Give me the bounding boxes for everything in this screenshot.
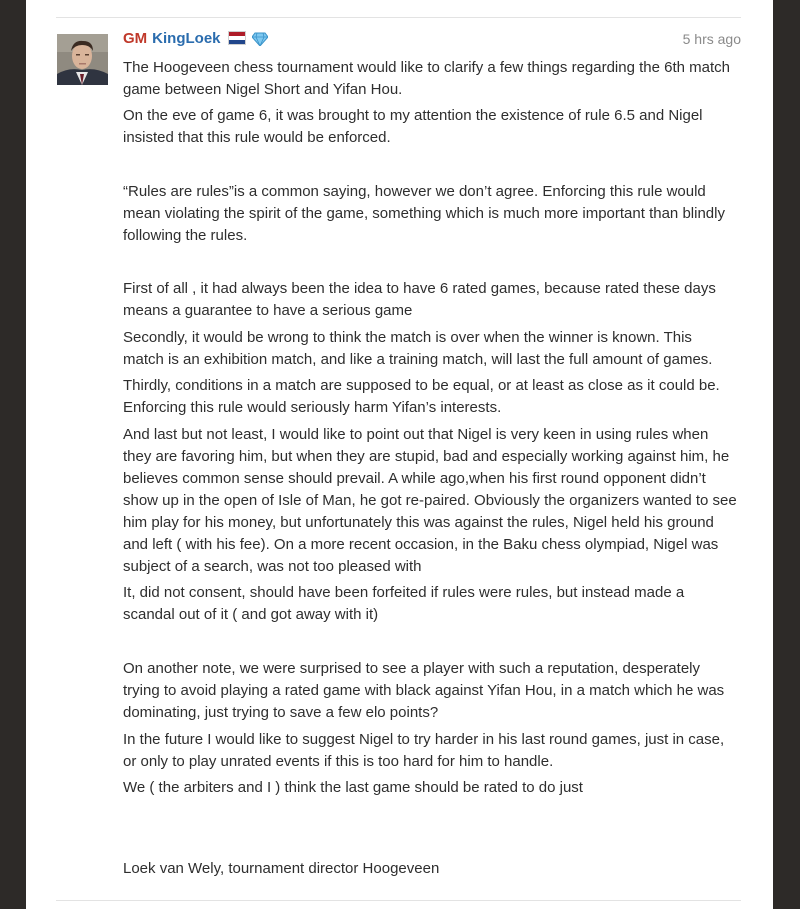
- text-line: or only to play unrated events if this is too hard for him to handle.: [123, 753, 554, 770]
- text-line: trying to avoid playing a rated game with black against Yifan Hou, in a match which he was: [123, 682, 725, 699]
- paragraph: [123, 375, 748, 419]
- text-line: The Hoogeveen chess tournament would like to clarify a few things regarding the 6th match: [123, 59, 731, 76]
- paragraph: [123, 658, 748, 724]
- text-line: Secondly, it would be wrong to think the match is over when the winner is known. This: [123, 329, 692, 346]
- text-line: dominating, just trying to save a few elo points?: [123, 704, 439, 721]
- text-line: game between Nigel Short and Yifan Hou.: [123, 81, 403, 98]
- timestamp: 5 hrs ago: [682, 31, 741, 47]
- netherlands-flag-icon: [228, 31, 246, 45]
- comment-header: [123, 30, 741, 50]
- paragraph: [123, 181, 748, 247]
- text-line: Thirdly, conditions in a match are supposed to be equal, or at least as close as it could be.: [123, 377, 720, 394]
- text-line: And last but not least, I would like to point out that Nigel is very keen in using rules when: [123, 426, 709, 443]
- paragraph: [123, 57, 748, 101]
- text-line: First of all , it had always been the idea to have 6 rated games, because rated these days: [123, 280, 716, 297]
- text-line: mean violating the spirit of the game, something which is much more important than blindly: [123, 205, 725, 222]
- author-line: [123, 30, 268, 50]
- text-line: him play for his money, but unfortunately this was against the rules, Nigel held his ground: [123, 514, 714, 531]
- paragraph: [123, 327, 748, 371]
- diamond-icon: [252, 32, 268, 50]
- username-link[interactable]: KingLoek: [152, 30, 221, 47]
- paragraph: [123, 424, 748, 578]
- text-line: subject of a search, was not too pleased with: [123, 558, 422, 575]
- text-line: scandal out of it ( and got away with it): [123, 606, 379, 623]
- text-line: In the future I would like to suggest Nigel to try harder in his last round games, just in case,: [123, 731, 725, 748]
- paragraph: [123, 278, 748, 322]
- text-line: believes common sense should prevail. A while ago,when his first round opponent didn’t: [123, 470, 706, 487]
- text-line: We ( the arbiters and I ) think the last game should be rated to do just: [123, 779, 583, 796]
- text-line: Loek van Wely, tournament director Hoogeveen: [123, 860, 440, 877]
- text-line: means a guarantee to have a serious game: [123, 302, 413, 319]
- signature: [123, 858, 748, 880]
- text-line: It, did not consent, should have been forfeited if rules were rules, but instead made a: [123, 584, 685, 601]
- comment-panel: [26, 0, 773, 909]
- divider: [56, 900, 741, 901]
- text-line: following the rules.: [123, 227, 248, 244]
- text-line: show up in the open of Isle of Man, he got re-paired. Obviously the organizers wanted to see: [123, 492, 737, 509]
- paragraph: [123, 729, 748, 773]
- text-line: match is an exhibition match, and like a training match, will last the full amount of games.: [123, 351, 713, 368]
- text-line: they are favoring him, but when they are stupid, bad and especially working against him, he: [123, 448, 730, 465]
- paragraph: [123, 582, 748, 626]
- text-line: Enforcing this rule would seriously harm Yifan’s interests.: [123, 399, 502, 416]
- divider: [56, 17, 741, 18]
- title-prefix: GM: [123, 30, 148, 47]
- avatar-image: [57, 34, 108, 85]
- text-line: and left ( with his fee). On a more recent occasion, in the Baku chess olympiad, Nigel was: [123, 536, 719, 553]
- text-line: “Rules are rules”is a common saying, however we don’t agree. Enforcing this rule would: [123, 183, 706, 200]
- text-line: On the eve of game 6, it was brought to my attention the existence of rule 6.5 and Nigel: [123, 107, 703, 124]
- avatar[interactable]: [57, 34, 108, 85]
- paragraph: [123, 105, 748, 149]
- text-line: On another note, we were surprised to see a player with such a reputation, desperately: [123, 660, 700, 677]
- paragraph: [123, 777, 748, 799]
- text-line: insisted that this rule would be enforced.: [123, 129, 391, 146]
